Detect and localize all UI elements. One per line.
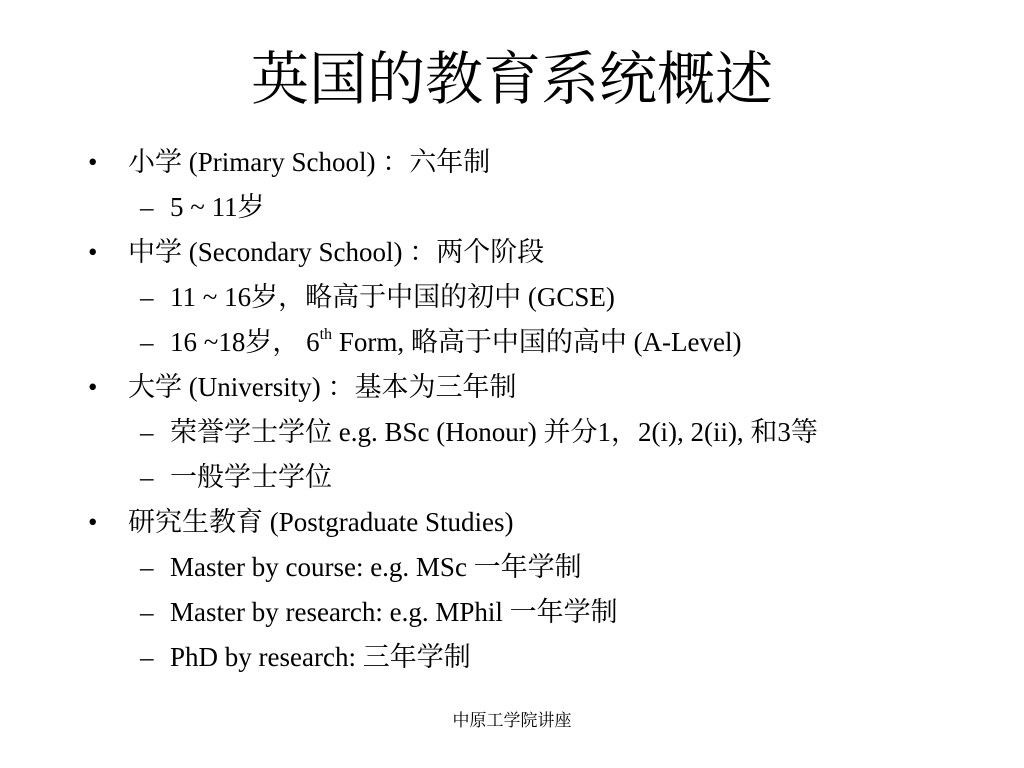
list-subitem [88,185,988,230]
slide-title: 英国的教育系统概述 [250,47,773,112]
slide-footer: 中原工学院讲座 [452,711,572,730]
bullet-dot: • [88,372,98,402]
list-subitem [88,635,988,680]
list-item [88,230,988,275]
list-subitem-text: 11 ~ 16岁，略高于中国的初中 (GCSE) [170,282,615,312]
bullet-list [88,140,988,680]
bullet-dash: – [140,642,154,672]
list-subitem-text: Master by research: e.g. MPhil 一年学制 [170,597,618,627]
list-subitem [88,455,988,500]
bullet-dash: – [140,552,154,582]
list-item [88,365,988,410]
list-subitem [88,545,988,590]
bullet-dash: – [140,327,154,357]
list-item [88,500,988,545]
list-subitem-text: 5 ~ 11岁 [170,192,265,222]
list-subitem [88,410,988,455]
list-item-text: 小学 (Primary School) ：六年制 [128,147,491,177]
list-subitem-text: 一般学士学位 [170,462,332,492]
list-subitem-text: PhD by research: 三年学制 [170,642,471,672]
bullet-dash: – [140,282,154,312]
bullet-dash: – [140,417,154,447]
list-subitem-text-post: Form, 略高于中国的高中 (A-Level) [332,327,742,357]
list-subitem-text-pre: 16 ~18岁， 6 [170,327,320,357]
bullet-dash: – [140,597,154,627]
bullet-dot: • [88,237,98,267]
superscript-th: th [319,326,333,343]
bullet-dot: • [88,507,98,537]
list-subitem-text: Master by course: e.g. MSc 一年学制 [170,552,582,582]
bullet-dot: • [88,147,98,177]
bullet-dash: – [140,192,154,222]
list-item [88,140,988,185]
list-subitem [88,590,988,635]
list-item-text: 研究生教育 (Postgraduate Studies) [128,507,514,537]
bullet-dash: – [140,462,154,492]
list-subitem-text: 荣誉学士学位 e.g. BSc (Honour) 并分1，2(i), 2(ii), 和3等 [170,417,818,447]
list-item-text: 大学 (University) ：基本为三年制 [128,372,517,402]
list-subitem [88,275,988,320]
list-item-text: 中学 (Secondary School) ：两个阶段 [128,237,545,267]
list-subitem [88,320,988,365]
